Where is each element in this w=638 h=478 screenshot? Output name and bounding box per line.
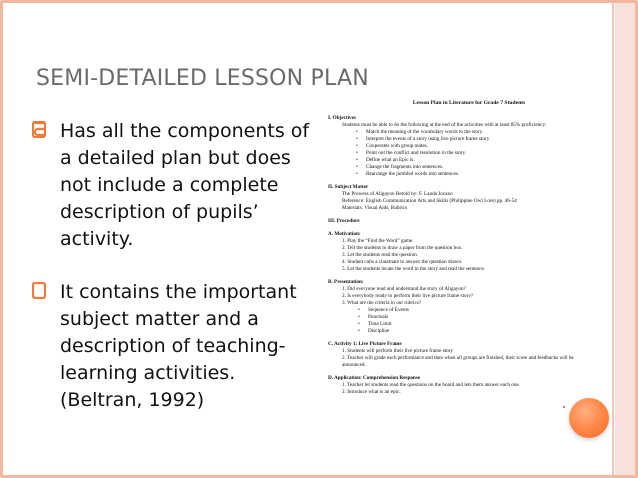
criteria-list xyxy=(328,307,590,335)
list-item: • Match the meaning of the vocabulary words to the story. xyxy=(356,129,590,136)
list-item: • Point out the conflict and resolution in the story. xyxy=(356,150,590,157)
activity-item: 2. Teacher will grade each performance and then when all groups are finished, their score and feedbacks will be announced. xyxy=(342,355,574,368)
document-title: Lesson Plan in Literature for Grade 7 Students xyxy=(412,100,526,106)
bullet-item xyxy=(32,279,322,414)
motivation-heading: A. Motivation: xyxy=(328,231,361,237)
application-heading: D. Application: Comprehension Response xyxy=(328,375,421,381)
list-item: • Cooperates with group mates. xyxy=(356,143,590,150)
lesson-plan-document xyxy=(328,100,590,420)
side-strip xyxy=(615,3,635,475)
objectives-heading: I. Objectives xyxy=(328,115,356,121)
motivation-item: 1. Play the “Find the Word” game. xyxy=(342,238,414,244)
application-item: 2. Introduce what is an epic. xyxy=(342,389,401,395)
list-item: • Define what an Epic is. xyxy=(356,157,590,164)
list-item: • Rearrange the jumbled words into sentences. xyxy=(356,171,590,178)
bullet-list xyxy=(32,118,322,440)
presentation-item: 3. What are the criteria in our rubrics? xyxy=(342,300,422,306)
motivation-item: 2. Tell the students to draw a paper from the question box. xyxy=(342,245,463,251)
objectives-intro: Students must be able to do the following at the end of the activities with at least 85% proficiency: xyxy=(342,122,547,128)
bullet-icon xyxy=(32,121,46,138)
side-line xyxy=(612,3,614,475)
motivation-item: 5. Let the students locate the word in the story and read the sentence. xyxy=(342,266,486,272)
motivation-item: 4. Student calls a classmate to answer the question drawn. xyxy=(342,259,463,265)
list-item: • Sequence of Events xyxy=(358,307,590,314)
list-item: • Time Limit xyxy=(358,321,590,328)
subject-line: Materials: Visual Aids, Rubrics xyxy=(342,205,408,211)
subject-heading: II. Subject Matter xyxy=(328,184,369,190)
bullet-icon xyxy=(32,282,46,299)
motivation-item: 3. Let the students read the question. xyxy=(342,252,419,258)
slide-title: SEMI-DETAILED LESSON PLAN xyxy=(36,66,369,91)
bullet-text: It contains the important subject matter and a description of teaching-learning activities. (Beltran, 1992) xyxy=(60,281,297,411)
procedure-heading: III. Procedure xyxy=(328,218,360,224)
presentation-item: 1. Did everyone read and understand the story of Aligayon? xyxy=(342,286,466,292)
bullet-text: Has all the components of a detailed plan but does not include a complete description of pupils’ activity. xyxy=(60,120,310,250)
subject-line: The Prowess of Aligayon Retold by: F. Landa Jocano xyxy=(342,191,453,197)
objectives-list xyxy=(328,129,590,178)
presentation-heading: B. Presentation: xyxy=(328,279,364,285)
orange-circle-decoration xyxy=(569,398,609,438)
presentation-item: 2. Is everybody ready to perform their live picture frame story? xyxy=(342,293,474,299)
list-item: • Interpret the events of a story using live picture frame story xyxy=(356,136,590,143)
list-item: • Punctuals xyxy=(358,314,590,321)
list-item: • Change the fragments into sentences. xyxy=(356,164,590,171)
activity-heading: C. Activity 1: Live Picture Frame xyxy=(328,341,402,347)
list-item: • Discipline xyxy=(358,328,590,335)
activity-item: 1. Students will perform their live picture frame story xyxy=(342,348,454,354)
bullet-item xyxy=(32,118,322,253)
subject-line: Reference: English Communication Arts and Skills (Philippine Owl Lore) pp. 46-54 xyxy=(342,198,517,204)
decorative-dot xyxy=(563,406,565,408)
application-item: 1. Teacher let students read the questions on the board and lets them answer each one. xyxy=(342,382,521,388)
